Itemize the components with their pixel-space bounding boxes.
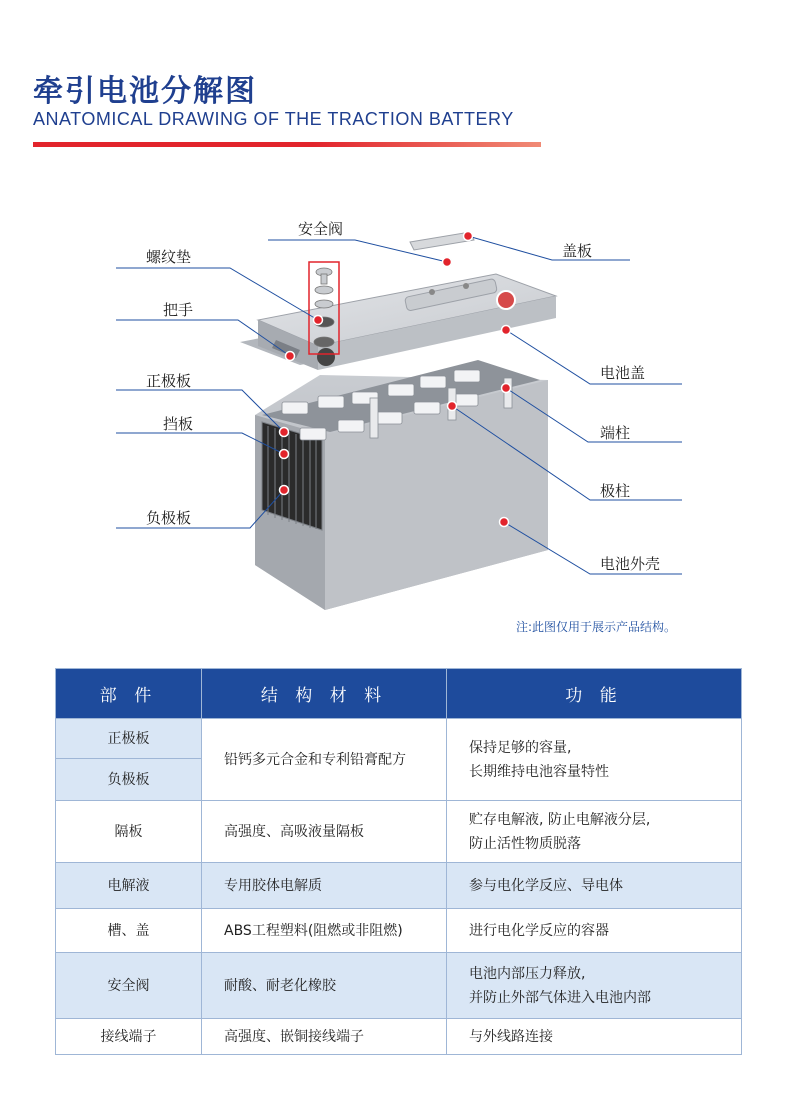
title-underline <box>33 142 541 147</box>
battery-exploded-diagram <box>0 170 790 630</box>
cell-function: 贮存电解液, 防止电解液分层, 防止活性物质脱落 <box>447 801 742 863</box>
cell-part: 电解液 <box>56 863 202 909</box>
table-row <box>56 909 742 953</box>
page-subtitle: ANATOMICAL DRAWING OF THE TRACTION BATTERY <box>33 109 514 129</box>
cell-function: 电池内部压力释放, 并防止外部气体进入电池内部 <box>447 953 742 1019</box>
battery-case <box>255 360 548 610</box>
cell-function: 进行电化学反应的容器 <box>447 909 742 953</box>
label-battery-cover: 电池盖 <box>600 364 646 382</box>
marker-dot-terminal <box>502 384 511 393</box>
marker-dot-safety-valve <box>443 258 452 267</box>
label-handle: 把手 <box>163 301 194 319</box>
cell-material: ABS工程塑料(阻燃或非阻燃) <box>202 909 447 953</box>
cell-material: 高强度、高吸液量隔板 <box>202 801 447 863</box>
table-row <box>56 801 742 863</box>
label-safety-valve: 安全阀 <box>298 220 344 238</box>
cell-function: 参与电化学反应、导电体 <box>447 863 742 909</box>
label-battery-case: 电池外壳 <box>600 555 661 573</box>
label-terminal: 端柱 <box>600 424 631 442</box>
cell-part: 负极板 <box>56 759 202 801</box>
cell-part: 槽、盖 <box>56 909 202 953</box>
table-row <box>56 719 742 759</box>
header-part: 部 件 <box>56 669 202 719</box>
marker-dot-pole <box>448 402 457 411</box>
table-row <box>56 863 742 909</box>
cell-part: 接线端子 <box>56 1019 202 1055</box>
diagram-note: 注:此图仅用于展示产品结构。 <box>516 620 677 634</box>
header-function: 功 能 <box>447 669 742 719</box>
label-baffle: 挡板 <box>163 415 194 433</box>
label-positive-plate: 正极板 <box>146 372 192 390</box>
cell-function: 与外线路连接 <box>447 1019 742 1055</box>
cell-material: 耐酸、耐老化橡胶 <box>202 953 447 1019</box>
marker-dot-handle <box>286 352 295 361</box>
marker-dot-cover-plate <box>464 232 473 241</box>
page-title: 牵引电池分解图 <box>33 74 257 109</box>
header-material: 结 构 材 料 <box>202 669 447 719</box>
table-header-row <box>56 669 742 719</box>
cell-material: 专用胶体电解质 <box>202 863 447 909</box>
table-row <box>56 1019 742 1055</box>
cell-part: 隔板 <box>56 801 202 863</box>
leader-thread-washer <box>116 268 318 320</box>
marker-dot-positive-plate <box>280 428 289 437</box>
marker-dot-negative-plate <box>280 486 289 495</box>
cell-part: 正极板 <box>56 719 202 759</box>
cell-material: 铅钙多元合金和专利铅膏配方 <box>202 719 447 801</box>
marker-dot-battery-cover <box>502 326 511 335</box>
marker-dot-baffle <box>280 450 289 459</box>
label-pole: 极柱 <box>600 482 631 500</box>
component-table <box>55 668 742 1055</box>
marker-dot-thread-washer <box>314 316 323 325</box>
cell-part: 安全阀 <box>56 953 202 1019</box>
label-negative-plate: 负极板 <box>146 509 192 527</box>
label-cover-plate: 盖板 <box>562 242 593 260</box>
cell-material: 高强度、嵌铜接线端子 <box>202 1019 447 1055</box>
marker-dot-battery-case <box>500 518 509 527</box>
leader-cover-plate <box>468 236 630 260</box>
label-thread-washer: 螺纹垫 <box>146 248 192 266</box>
cell-function: 保持足够的容量, 长期维持电池容量特性 <box>447 719 742 801</box>
leader-battery-cover <box>506 330 682 384</box>
table-row <box>56 953 742 1019</box>
